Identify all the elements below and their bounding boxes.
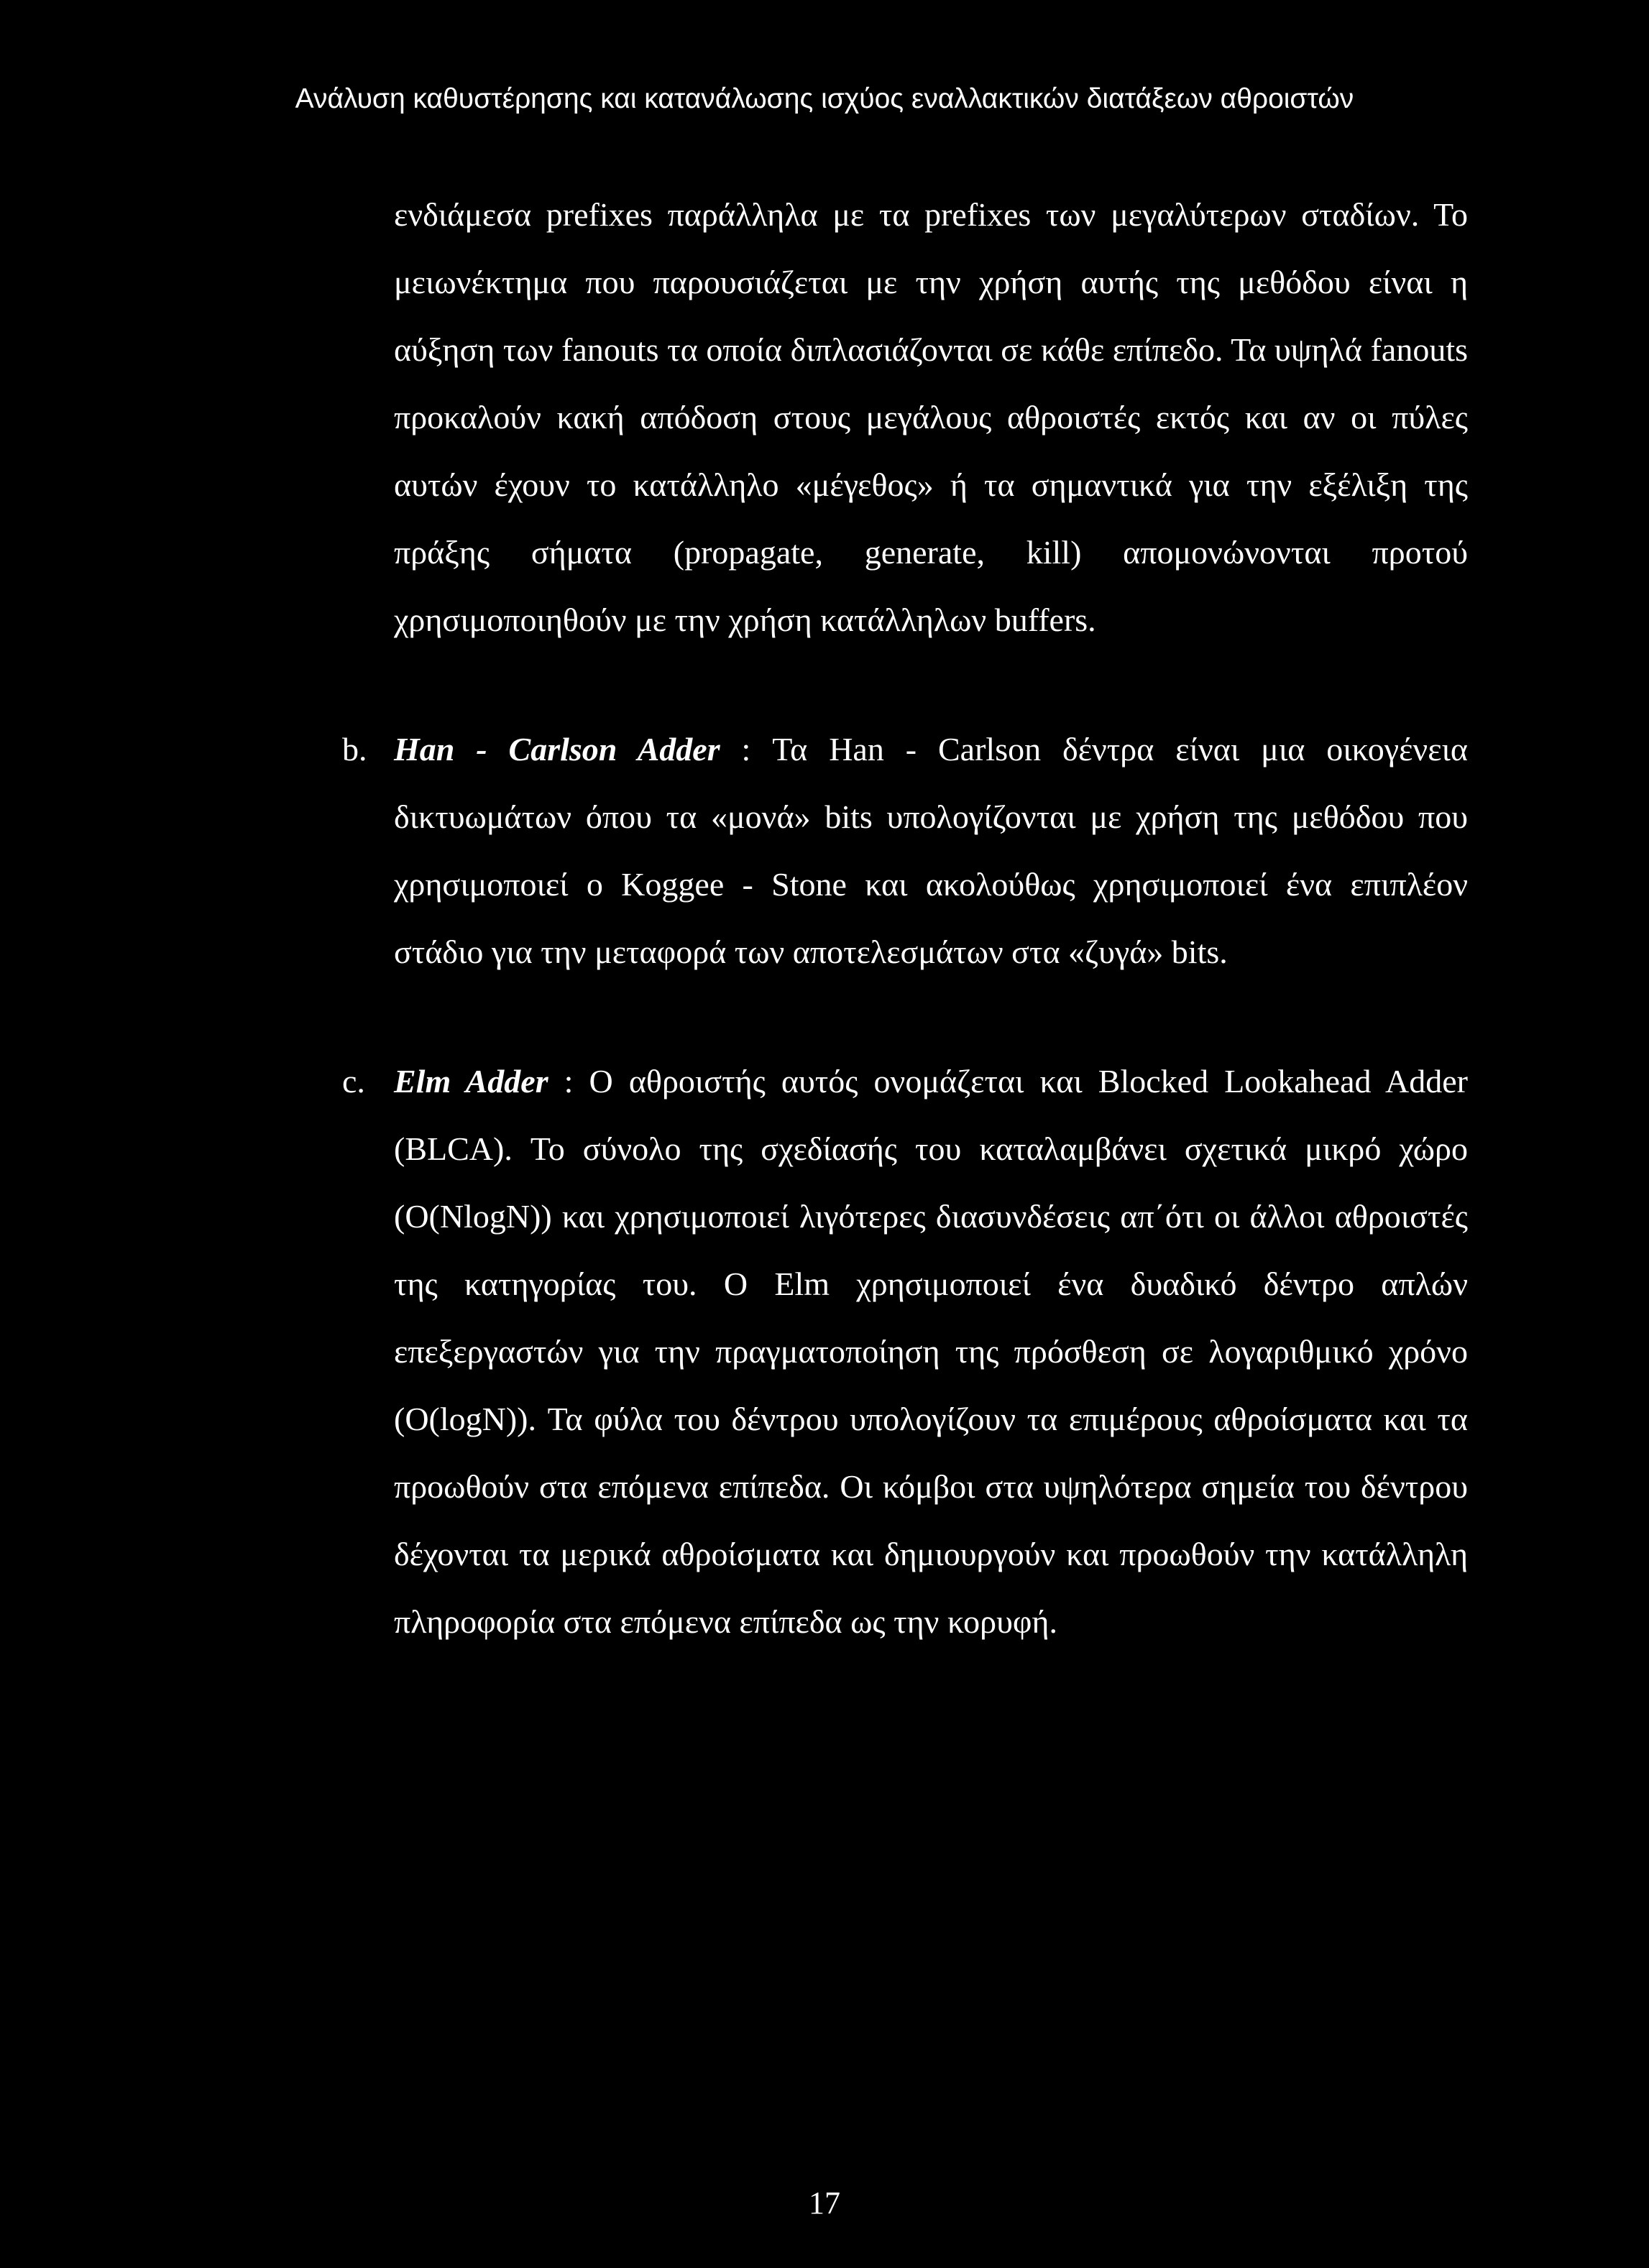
- list-marker: c.: [342, 1063, 365, 1100]
- intro-paragraph: ενδιάμεσα prefixes παράλληλα με τα prefixes των μεγαλύτερων σταδίων. Το μειωνέκτημα που παρουσιάζεται με την χρήση αυτής της μεθόδου είναι η αύξηση των fanouts τα οποία διπλασιάζονται σε κάθε επίπεδο. Τα υψηλά fanouts προκαλούν κακή απόδοση στους μεγάλους αθροιστές εκτός και αν οι πύλες αυτών έχουν το κατάλληλο «μέγεθος» ή τα σημαντικά για την εξέλιξη της πράξης σήματα (propagate, generate, kill) απομονώνονται προτού χρησιμοποιηθούν με την χρήση κατάλληλων buffers.: [394, 196, 1468, 638]
- item-separator: :: [720, 731, 773, 767]
- list-item-elm-adder: [342, 1048, 1468, 1656]
- list-item-han-carlson: [342, 716, 1469, 986]
- page-number: 17: [809, 2185, 840, 2221]
- item-text: Ο αθροιστής αυτός ονομάζεται και Blocked Lookahead Adder (BLCA). Το σύνολο της σχεδίασής του καταλαμβάνει σχετικά μικρό χώρο (O(NlogN)) και χρησιμοποιεί λιγότερες διασυνδέσεις απ΄ότι οι άλλοι αθροιστές της κατηγορίας του. Ο Elm χρησιμοποιεί ένα δυαδικό δέντρο απλών επεξεργαστών για την πραγματοποίηση της πρόσθεση σε λογαριθμικό χρόνο (O(logN)). Τα φύλα του δέντρου υπολογίζουν τα επιμέρους αθροίσματα και τα προωθούν στα επόμενα επίπεδα. Οι κόμβοι στα υψηλότερα σημεία του δέντρου δέχονται τα μερικά αθροίσματα και δημιουργούν και προωθούν την κατάλληλη πληροφορία στα επόμενα επίπεδα ως την κορυφή.: [394, 1063, 1468, 1640]
- item-term: Han - Carlson Adder: [394, 731, 720, 767]
- item-separator: :: [548, 1063, 589, 1100]
- running-header: Ανάλυση καθυστέρησης και κατανάλωσης ισχύος εναλλακτικών διατάξεων αθροιστών: [295, 83, 1354, 114]
- item-term: Elm Adder: [394, 1063, 548, 1100]
- page-content: [342, 181, 1469, 1656]
- list-marker: b.: [342, 731, 367, 767]
- item-text: Τα Han - Carlson δέντρα είναι μια οικογένεια δικτυωμάτων όπου τα «μονά» bits υπολογίζονται με χρήση της μεθόδου που χρησιμοποιεί ο Koggee - Stone και ακολούθως χρησιμοποιεί ένα επιπλέον στάδιο για την μεταφορά των αποτελεσμάτων στα «ζυγά» bits.: [394, 731, 1469, 970]
